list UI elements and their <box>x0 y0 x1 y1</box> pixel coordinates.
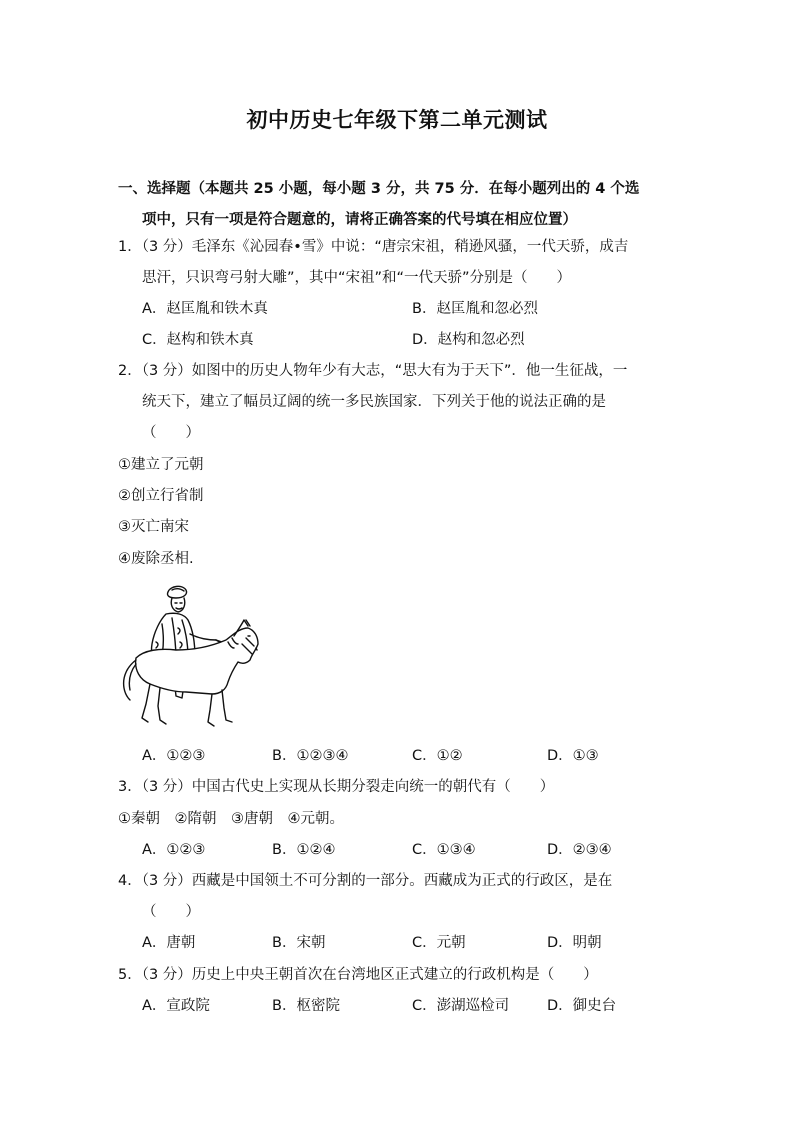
q2-option-c[interactable]: C．①② <box>412 748 463 764</box>
question-4 <box>118 866 684 928</box>
q3-line-1: 3．（3 分）中国古代史上实现从长期分裂走向统一的朝代有（ ） <box>118 779 555 795</box>
q1-line-1: 1．（3 分）毛泽东《沁园春•雪》中说：“唐宗宋祖，稍逊风骚，一代天骄，成吉 <box>118 239 629 255</box>
q2-option-a[interactable]: A．①②③ <box>142 748 206 764</box>
q5-option-a[interactable]: A．宣政院 <box>142 998 210 1014</box>
section-header <box>118 174 684 236</box>
q3-option-b[interactable]: B．①②④ <box>272 842 336 858</box>
q4-option-a[interactable]: A．唐朝 <box>142 935 196 951</box>
q4-option-d[interactable]: D．明朝 <box>547 935 602 951</box>
q2-line-3: （ ） <box>142 425 200 441</box>
q4-line-1: 4．（3 分）西藏是中国领土不可分割的一部分。西藏成为正式的行政区，是在 <box>118 873 613 889</box>
q4-option-c[interactable]: C．元朝 <box>412 935 466 951</box>
q2-option-b[interactable]: B．①②③④ <box>272 748 349 764</box>
q2-line-2: 统天下，建立了幅员辽阔的统一多民族国家．下列关于他的说法正确的是 <box>142 394 606 410</box>
q1-option-a[interactable]: A．赵匡胤和铁木真 <box>142 301 268 317</box>
q5-option-d[interactable]: D．御史台 <box>547 998 617 1014</box>
q2-option-d[interactable]: D．①③ <box>547 748 599 764</box>
q2-item-3: ③灭亡南宋 <box>118 519 189 535</box>
q1-option-b[interactable]: B．赵匡胤和忽必烈 <box>412 301 538 317</box>
q1-option-c[interactable]: C．赵构和铁木真 <box>142 332 254 348</box>
q4-option-b[interactable]: B．宋朝 <box>272 935 326 951</box>
q5-option-c[interactable]: C．澎湖巡检司 <box>412 998 510 1014</box>
q4-line-2: （ ） <box>142 904 200 920</box>
q2-item-1: ①建立了元朝 <box>118 457 204 473</box>
q3-option-c[interactable]: C．①③④ <box>412 842 476 858</box>
section-line-2: 项中，只有一项是符合题意的，请将正确答案的代号填在相应位置） <box>142 212 577 228</box>
q3-option-a[interactable]: A．①②③ <box>142 842 206 858</box>
q1-line-2: 思汗，只识弯弓射大雕”，其中“宋祖”和“一代天骄”分别是（ ） <box>142 270 572 286</box>
q2-item-2: ②创立行省制 <box>118 488 204 504</box>
question-1 <box>118 232 684 294</box>
question-2 <box>118 356 684 449</box>
section-line-1: 一、选择题（本题共 25 小题，每小题 3 分，共 75 分．在每小题列出的 4 个选 <box>118 181 640 197</box>
q5-option-b[interactable]: B．枢密院 <box>272 998 340 1014</box>
q2-line-1: 2．（3 分）如图中的历史人物年少有大志，“思大有为于天下”．他一生征战，一 <box>118 363 628 379</box>
q3-items: ①秦朝 ②隋朝 ③唐朝 ④元朝。 <box>118 811 344 827</box>
page-title: 初中历史七年级下第二单元测试 <box>246 107 548 132</box>
q3-option-d[interactable]: D．②③④ <box>547 842 612 858</box>
horseman-illustration-icon <box>116 584 264 734</box>
q5-line-1: 5．（3 分）历史上中央王朝首次在台湾地区正式建立的行政机构是（ ） <box>118 967 598 983</box>
q1-option-d[interactable]: D．赵构和忽必烈 <box>412 332 525 348</box>
q2-item-4: ④废除丞相. <box>118 551 194 567</box>
